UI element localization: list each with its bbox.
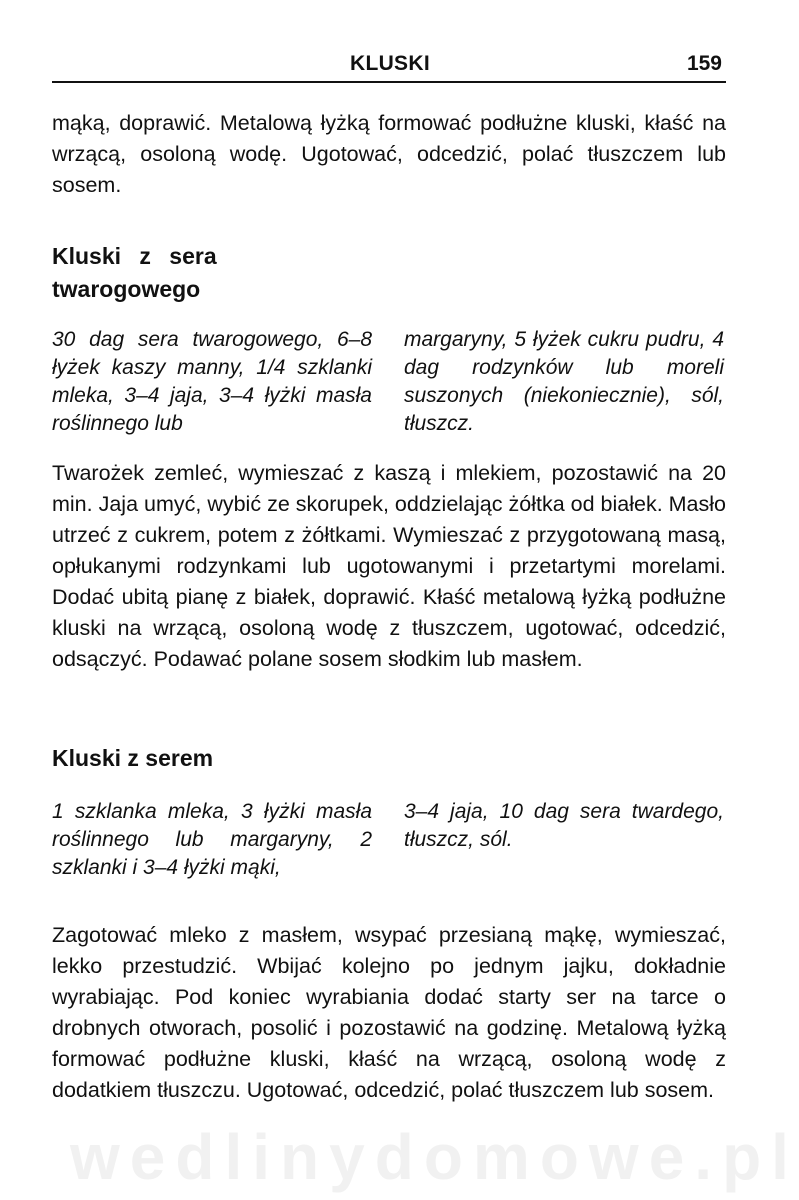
instructions-recipe-1: Twarożek zemleć, wymieszać z kaszą i mlekiem, pozostawić na 20 min. Jaja umyć, wybić ze skorupek, oddzielając żółtka od białek. Masło utrzeć z cukrem, potem z żółtkami. Wymieszać z przygotowaną masą, opłukanymi rodzynkami lub ugotowanymi i przetartymi morelami. Dodać ubitą pianę z białek, doprawić. Kłaść metalową łyżką podłużne kluski na wrzącą, osoloną wodę z tłuszczem, ugotować, odcedzić, odsączyć. Podawać polane sosem słodkim lub masłem. <box>52 461 726 671</box>
ingredients-left-recipe-1: 30 dag sera twarogowego, 6–8 łyżek kaszy manny, 1/4 szklanki mleka, 3–4 jaja, 3–4 łyżki masła roślinnego lub <box>52 328 372 435</box>
recipe-title-kluski-z-serem: Kluski z serem <box>52 745 214 771</box>
ingredients-right-recipe-1: margaryny, 5 łyżek cukru pudru, 4 dag rodzynków lub moreli suszonych (niekoniecznie), sól, tłuszcz. <box>404 328 724 435</box>
watermark: wedlinydomowe.pl <box>70 1121 799 1193</box>
intro-paragraph: mąką, doprawić. Metalową łyżką formować podłużne kluski, kłaść na wrzącą, osoloną wodę. Ugotować, odcedzić, polać tłuszczem lub sosem. <box>52 111 726 197</box>
running-header <box>52 52 726 82</box>
chapter-title: KLUSKI <box>350 52 430 75</box>
ingredients-right-recipe-2: 3–4 jaja, 10 dag sera twardego, tłuszcz, sól. <box>404 800 724 851</box>
ingredients-left-recipe-2: 1 szklanka mleka, 3 łyżki masła roślinnego lub margaryny, 2 szklanki i 3–4 łyżki mąki, <box>52 800 372 879</box>
recipe-title-kluski-z-sera-twarogowego: Kluski z sera twarogowego <box>52 243 217 302</box>
instructions-recipe-2: Zagotować mleko z masłem, wsypać przesianą mąkę, wymieszać, lekko przestudzić. Wbijać kolejno po jednym jajku, dokładnie wyrabiając. Pod koniec wyrabiania dodać starty ser na tarce o drobnych otworach, posolić i pozostawić na godzinę. Metalową łyżką formować podłużne kluski, kłaść na wrzącą, osoloną wodę z dodatkiem tłuszczu. Ugotować, odcedzić, polać tłuszczem lub sosem. <box>52 923 726 1102</box>
page-number: 159 <box>686 52 722 75</box>
header-rule <box>52 81 726 83</box>
